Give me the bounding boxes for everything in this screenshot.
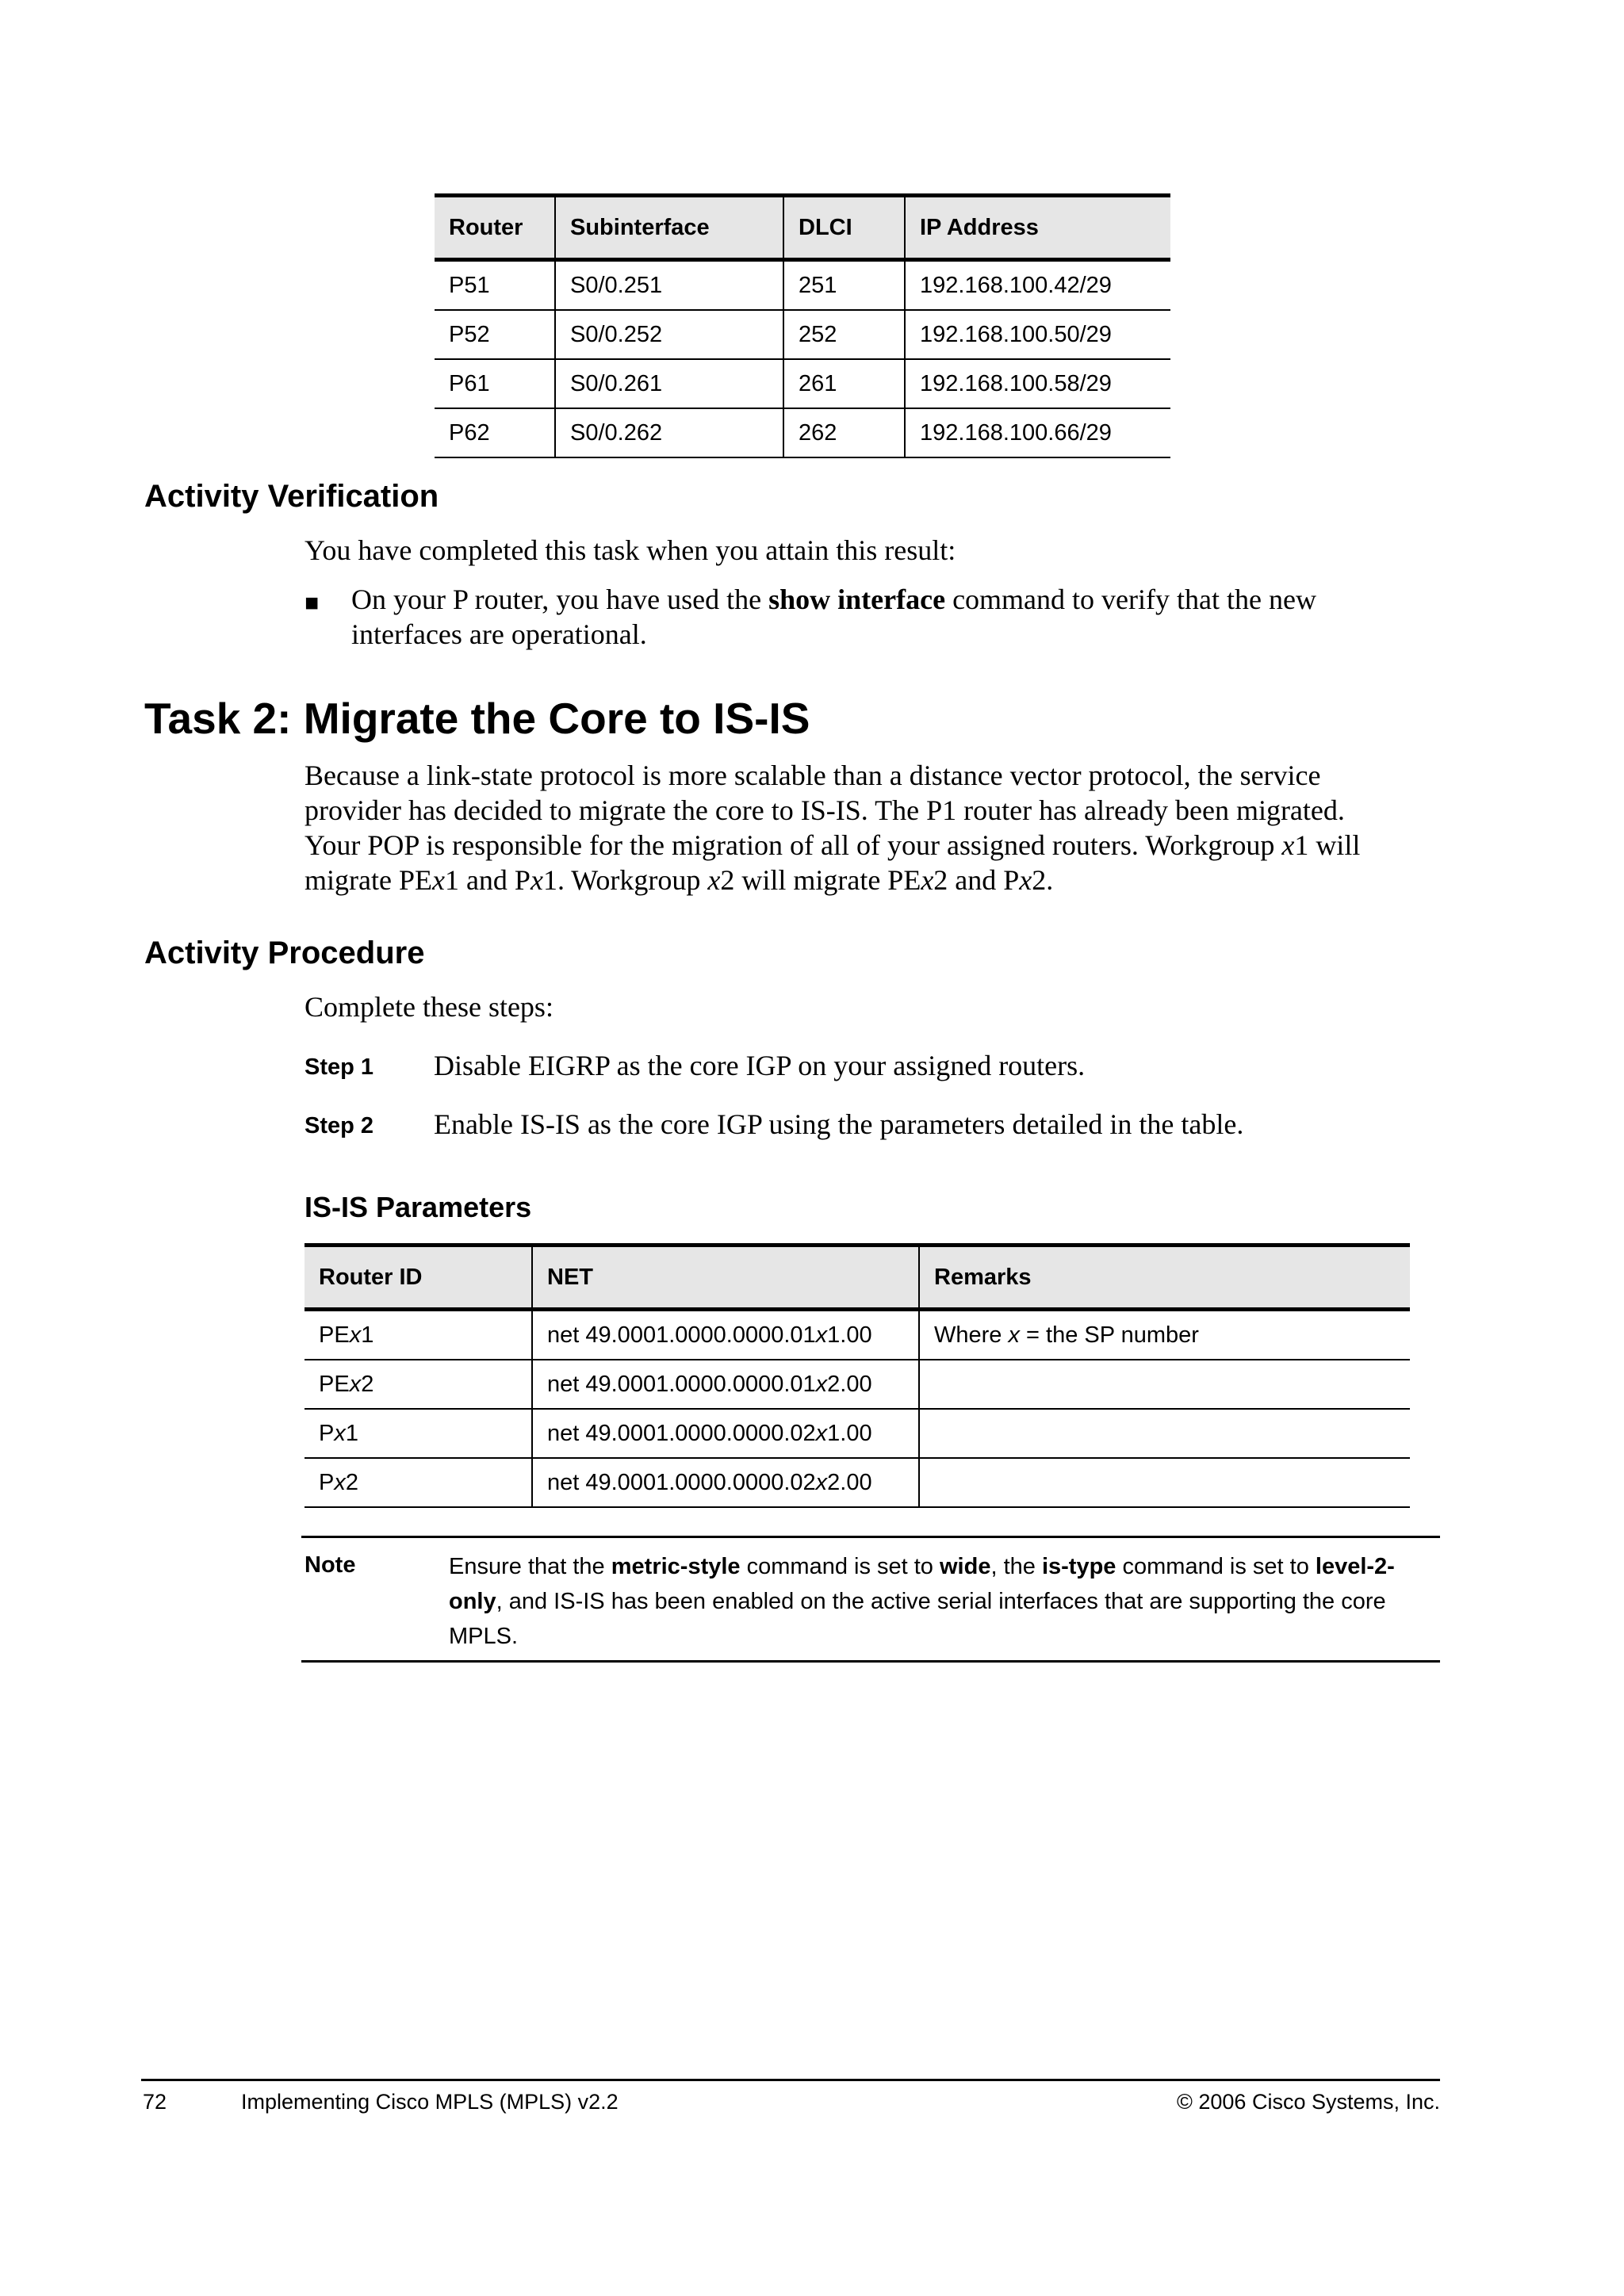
step-2-label: Step 2 bbox=[304, 1113, 374, 1138]
column-header: Remarks bbox=[919, 1246, 1410, 1310]
table-cell: 192.168.100.66/29 bbox=[905, 408, 1170, 457]
step-2-text: Enable IS-IS as the core IGP using the parameters detailed in the table. bbox=[434, 1108, 1244, 1140]
task2-paragraph-line4: migrate PEx1 and Px1. Workgroup x2 will migrate PEx2 and Px2. bbox=[304, 864, 1054, 896]
router-subinterface-table bbox=[435, 193, 1170, 458]
page-number: 72 bbox=[143, 2090, 167, 2114]
task2-paragraph-line1: Because a link-state protocol is more scalable than a distance vector protocol, the service bbox=[304, 760, 1321, 791]
table-row bbox=[304, 1310, 1410, 1360]
remarks-cell bbox=[919, 1409, 1410, 1458]
column-header: DLCI bbox=[783, 196, 905, 260]
footer-copyright: © 2006 Cisco Systems, Inc. bbox=[1176, 2090, 1440, 2114]
table-cell: S0/0.252 bbox=[555, 310, 783, 359]
table-cell: P51 bbox=[435, 260, 555, 311]
table-row bbox=[304, 1360, 1410, 1409]
note-label: Note bbox=[304, 1552, 356, 1578]
net-cell: net 49.0001.0000.0000.02x2.00 bbox=[532, 1458, 919, 1507]
table-row bbox=[435, 260, 1170, 311]
task2-paragraph-line2: provider has decided to migrate the core to IS-IS. The P1 router has already been migrated. bbox=[304, 794, 1345, 826]
column-header: Router bbox=[435, 196, 555, 260]
net-cell: net 49.0001.0000.0000.02x1.00 bbox=[532, 1409, 919, 1458]
table-cell: P52 bbox=[435, 310, 555, 359]
table-cell: 251 bbox=[783, 260, 905, 311]
table-row bbox=[435, 359, 1170, 408]
procedure-intro: Complete these steps: bbox=[304, 991, 553, 1023]
table-header-row bbox=[435, 196, 1170, 260]
router-id-cell: PEx2 bbox=[304, 1360, 532, 1409]
bullet-square-icon: ■ bbox=[304, 590, 320, 616]
table-header-row bbox=[304, 1246, 1410, 1310]
activity-verification-heading: Activity Verification bbox=[144, 479, 439, 514]
table-cell: 192.168.100.58/29 bbox=[905, 359, 1170, 408]
net-cell: net 49.0001.0000.0000.01x2.00 bbox=[532, 1360, 919, 1409]
router-id-cell: Px2 bbox=[304, 1458, 532, 1507]
task2-paragraph-line3: Your POP is responsible for the migration of all of your assigned routers. Workgroup x1 will bbox=[304, 829, 1361, 861]
isis-parameters-caption: IS-IS Parameters bbox=[304, 1191, 532, 1223]
net-cell: net 49.0001.0000.0000.01x1.00 bbox=[532, 1310, 919, 1360]
table-cell: 192.168.100.42/29 bbox=[905, 260, 1170, 311]
footer-rule bbox=[141, 2079, 1440, 2081]
step-1-label: Step 1 bbox=[304, 1054, 374, 1080]
table-row bbox=[304, 1409, 1410, 1458]
table-cell: P62 bbox=[435, 408, 555, 457]
activity-procedure-heading: Activity Procedure bbox=[144, 936, 425, 970]
table-row bbox=[435, 310, 1170, 359]
verification-bullet-line1: On your P router, you have used the show interface command to verify that the new bbox=[351, 584, 1316, 615]
remarks-cell: Where x = the SP number bbox=[919, 1310, 1410, 1360]
footer-title: Implementing Cisco MPLS (MPLS) v2.2 bbox=[241, 2090, 619, 2114]
table-cell: 262 bbox=[783, 408, 905, 457]
verification-intro: You have completed this task when you attain this result: bbox=[304, 534, 956, 566]
remarks-cell bbox=[919, 1458, 1410, 1507]
column-header: Subinterface bbox=[555, 196, 783, 260]
column-header: NET bbox=[532, 1246, 919, 1310]
router-id-cell: PEx1 bbox=[304, 1310, 532, 1360]
table-row bbox=[304, 1458, 1410, 1507]
table-cell: S0/0.261 bbox=[555, 359, 783, 408]
column-header: IP Address bbox=[905, 196, 1170, 260]
note-box bbox=[301, 1536, 1440, 1663]
table-cell: S0/0.251 bbox=[555, 260, 783, 311]
table-row bbox=[435, 408, 1170, 457]
verification-bullet-line2: interfaces are operational. bbox=[351, 618, 647, 650]
router-id-cell: Px1 bbox=[304, 1409, 532, 1458]
step-1-text: Disable EIGRP as the core IGP on your assigned routers. bbox=[434, 1050, 1086, 1081]
note-text: Ensure that the metric-style command is set to wide, the is-type command is set to level-2-only, and IS-IS has been enabled on the active serial interfaces that are supporting the core MPLS. bbox=[449, 1554, 1395, 1649]
column-header: Router ID bbox=[304, 1246, 532, 1310]
table-cell: P61 bbox=[435, 359, 555, 408]
table-cell: 252 bbox=[783, 310, 905, 359]
table-cell: 192.168.100.50/29 bbox=[905, 310, 1170, 359]
table-cell: 261 bbox=[783, 359, 905, 408]
remarks-cell bbox=[919, 1360, 1410, 1409]
task-2-title: Task 2: Migrate the Core to IS-IS bbox=[144, 694, 810, 743]
table-cell: S0/0.262 bbox=[555, 408, 783, 457]
isis-parameters-table bbox=[304, 1243, 1410, 1508]
